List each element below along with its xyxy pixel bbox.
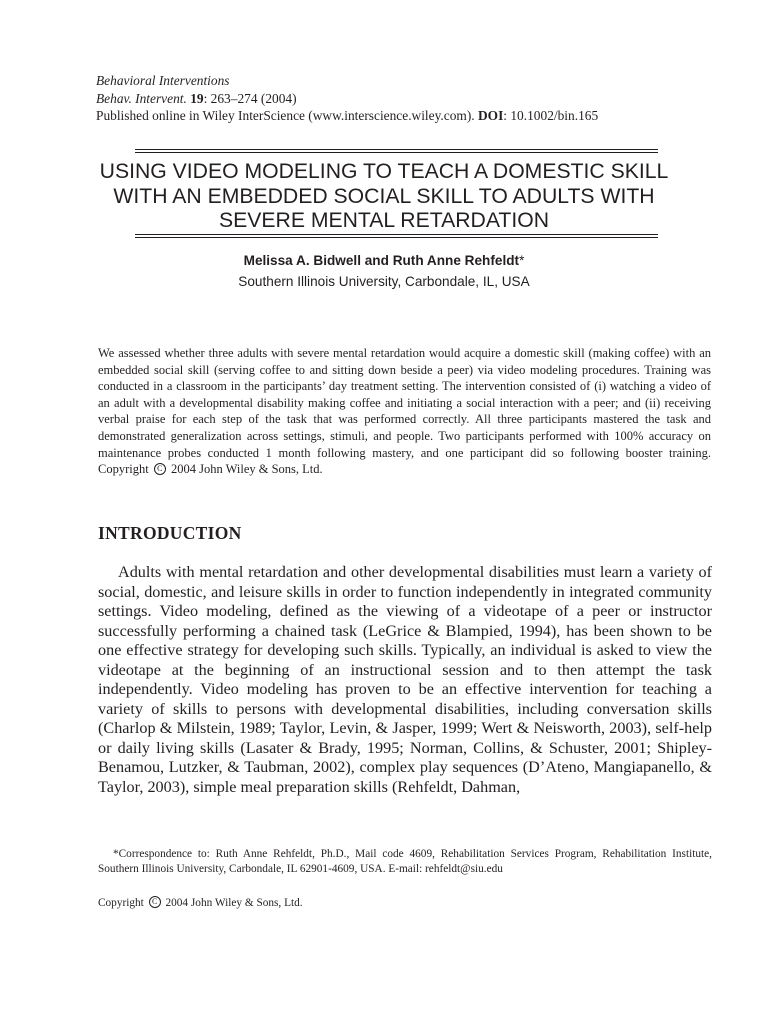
introduction-paragraph: Adults with mental retardation and other developmental disabilities must learn a variety of social, domestic, and leisure skills in order to function independently in integrated community settings. Video modeling, defined as the viewing of a videotape of a peer or instructor successfully performing a chained task (LeGrice & Blampied, 1994), has been shown to be one effective strategy for developing such skills. Typically, an individual is asked to view the videotape at the beginning of an instructional session and to then attempt the task independently. Video modeling has proven to be an effective intervention for teaching a variety of skills to persons with developmental disabilities, including conversation skills (Charlop & Milstein, 1989; Taylor, Levin, & Jasper, 1999; Wert & Neisworth, 2003), self-help or daily living skills (Lasater & Brady, 1995; Norman, Collins, & Schuster, 2001; Shipley-Benamou, Lutzker, & Taubman, 2002), complex play sequences (D’Ateno, Mangiapanello, & Taylor, 2003), simple meal preparation skills (Rehfeldt, Dahman, xyxy=(98,563,712,796)
abstract-copyright: 2004 John Wiley & Sons, Ltd. xyxy=(170,462,323,477)
doi-value: : 10.1002/bin.165 xyxy=(503,108,599,123)
authors xyxy=(96,253,672,268)
citation-journal: Behav. Intervent. xyxy=(96,90,187,106)
footer-copyright-tail: 2004 John Wiley & Sons, Ltd. xyxy=(165,897,303,909)
author-names: Melissa A. Bidwell and Ruth Anne Rehfeldt xyxy=(243,253,520,268)
abstract xyxy=(98,345,711,478)
citation-pages: : 263–274 (2004) xyxy=(203,90,297,106)
journal-header xyxy=(96,72,716,125)
author-footnote-mark: * xyxy=(519,253,525,268)
title-bottom-rule-2 xyxy=(135,237,658,238)
doi-label: DOI xyxy=(477,108,504,123)
published-line xyxy=(96,107,716,125)
title-top-rule-2 xyxy=(135,152,658,153)
abstract-text: We assessed whether three adults with severe mental retardation would acquire a domestic skill (making coffee) with an embedded social skill (serving coffee to and sitting down beside a peer) via video modeling procedures. Training was conducted in a classroom in the participants’ day treatment setting. The intervention consisted of (i) watching a video of an adult with a developmental disability making coffee and initiating a social interaction with a peer; and (ii) receiving verbal praise for each step of the task that was performed correctly. All three participants mastered the task and demonstrated generalization across settings, stimuli, and people. Two participants performed with 100% accuracy on maintenance probes conducted 1 month following mastery, and one participant did so following booster training. Copyright xyxy=(98,346,711,477)
affiliation: Southern Illinois University, Carbondale, IL, USA xyxy=(238,274,530,289)
citation-line xyxy=(96,90,716,108)
citation-volume: 19 xyxy=(190,90,204,106)
copyright-symbol-icon: C xyxy=(154,463,166,475)
title-bottom-rule-1 xyxy=(135,234,658,235)
title-top-rule-1 xyxy=(135,149,658,150)
page-footer xyxy=(98,897,303,909)
published-online: Published online in Wiley InterScience (www.interscience.wiley.com). xyxy=(96,108,475,123)
footer-copyright-prefix: Copyright xyxy=(98,897,144,909)
journal-name: Behavioral Interventions xyxy=(96,73,230,88)
section-heading-introduction: INTRODUCTION xyxy=(98,523,242,543)
footer-copyright-symbol-icon: C xyxy=(149,896,161,908)
correspondence-footnote: *Correspondence to: Ruth Anne Rehfeldt, Ph.D., Mail code 4609, Rehabilitation Services Program, Rehabilitation Institute, Southern Illinois University, Carbondale, IL 62901-4609, USA. E-mail: rehfeldt@siu.edu xyxy=(98,848,712,875)
article-title: USING VIDEO MODELING TO TEACH A DOMESTIC SKILL WITH AN EMBEDDED SOCIAL SKILL TO ADULTS WITH SEVERE MENTAL RETARDATION xyxy=(99,160,669,232)
